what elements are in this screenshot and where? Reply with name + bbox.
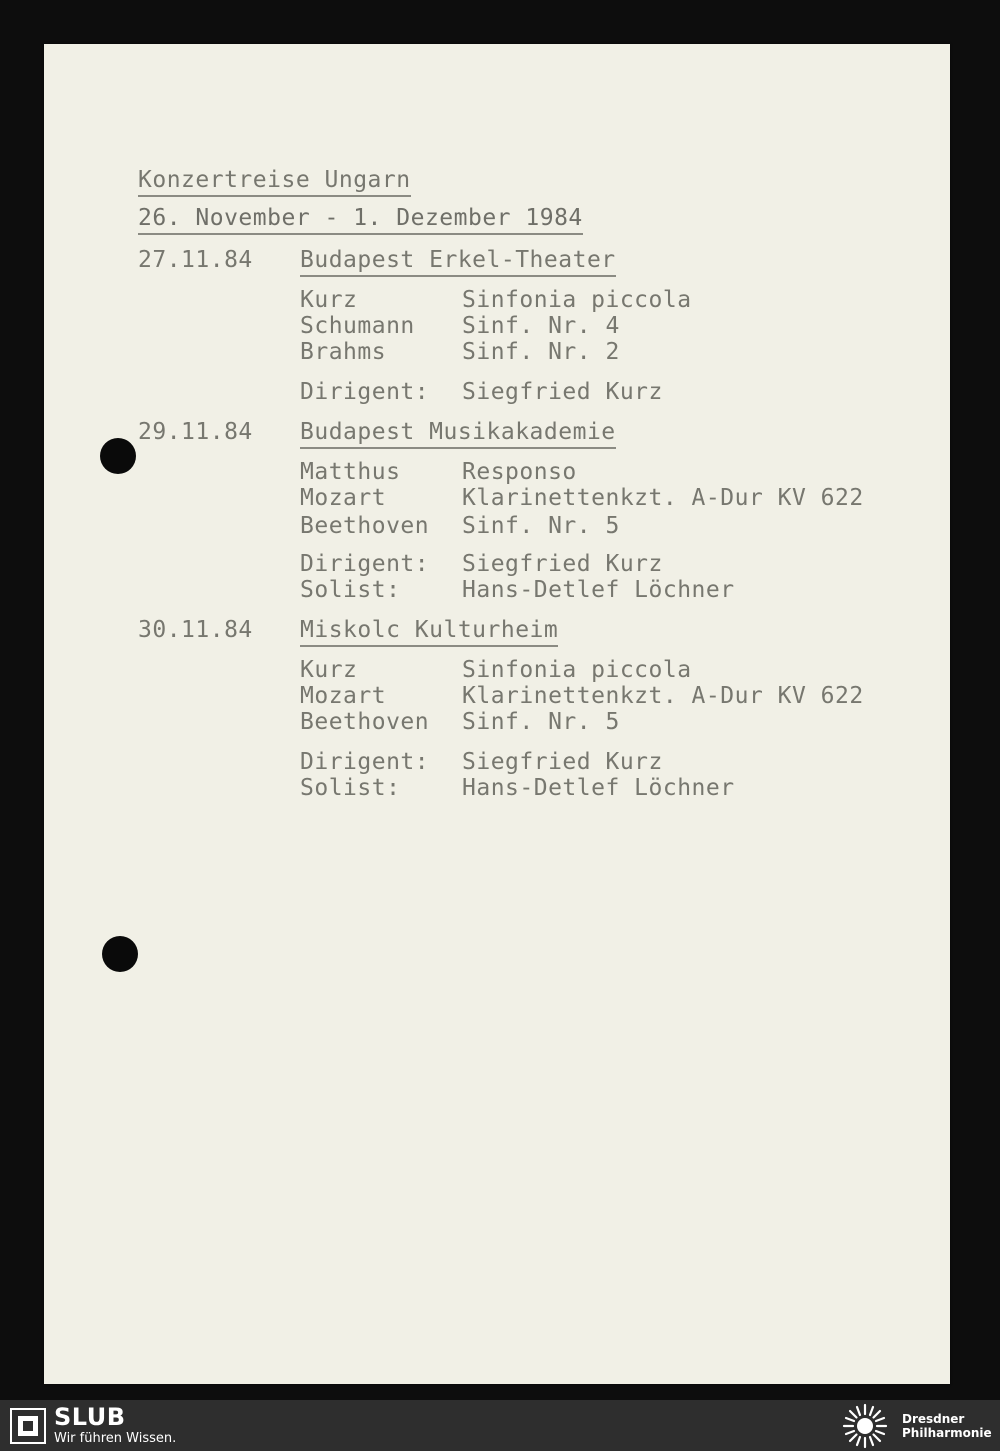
concert-venue: Budapest Erkel-Theater (300, 246, 616, 277)
credit-role: Solist: (300, 577, 401, 603)
footer-bar (0, 1400, 1000, 1451)
philharmonie-sunburst-icon[interactable] (842, 1403, 888, 1449)
concert-venue: Miskolc Kulturheim (300, 616, 558, 647)
program-composer: Beethoven (300, 709, 430, 735)
tour-dates: 26. November - 1. Dezember 1984 (138, 204, 583, 235)
punch-hole (102, 936, 138, 972)
credit-name: Siegfried Kurz (462, 379, 663, 405)
credit-name: Hans-Detlef Löchner (462, 577, 735, 603)
punch-hole (100, 438, 136, 474)
program-composer: Mozart (300, 683, 387, 709)
philharmonie-name-line1[interactable]: Dresdner (902, 1412, 965, 1426)
credit-role: Dirigent: (300, 379, 430, 405)
program-composer: Mozart (300, 485, 387, 511)
program-work: Responso (462, 459, 577, 485)
program-work: Sinfonia piccola (462, 287, 692, 313)
program-work: Sinf. Nr. 2 (462, 339, 620, 365)
program-composer: Kurz (300, 657, 358, 683)
program-composer: Brahms (300, 339, 387, 365)
credit-role: Dirigent: (300, 749, 430, 775)
slub-tagline: Wir führen Wissen. (54, 1431, 177, 1446)
program-work: Sinf. Nr. 4 (462, 313, 620, 339)
slub-logo-icon[interactable] (10, 1408, 46, 1444)
concert-date: 29.11.84 (138, 419, 253, 445)
credit-name: Siegfried Kurz (462, 551, 663, 577)
credit-role: Solist: (300, 775, 401, 801)
program-work: Sinfonia piccola (462, 657, 692, 683)
document-title: Konzertreise Ungarn (138, 166, 411, 197)
program-work: Sinf. Nr. 5 (462, 513, 620, 539)
credit-name: Siegfried Kurz (462, 749, 663, 775)
concert-date: 27.11.84 (138, 247, 253, 273)
program-work: Klarinettenkzt. A-Dur KV 622 (462, 485, 864, 511)
program-composer: Schumann (300, 313, 415, 339)
slub-brand-name[interactable]: SLUB (54, 1403, 126, 1431)
program-composer: Kurz (300, 287, 358, 313)
program-composer: Beethoven (300, 513, 430, 539)
philharmonie-name-line2[interactable]: Philharmonie (902, 1426, 992, 1440)
credit-role: Dirigent: (300, 551, 430, 577)
program-composer: Matthus (300, 459, 401, 485)
credit-name: Hans-Detlef Löchner (462, 775, 735, 801)
program-work: Sinf. Nr. 5 (462, 709, 620, 735)
concert-venue: Budapest Musikakademie (300, 418, 616, 449)
program-work: Klarinettenkzt. A-Dur KV 622 (462, 683, 864, 709)
concert-date: 30.11.84 (138, 617, 253, 643)
